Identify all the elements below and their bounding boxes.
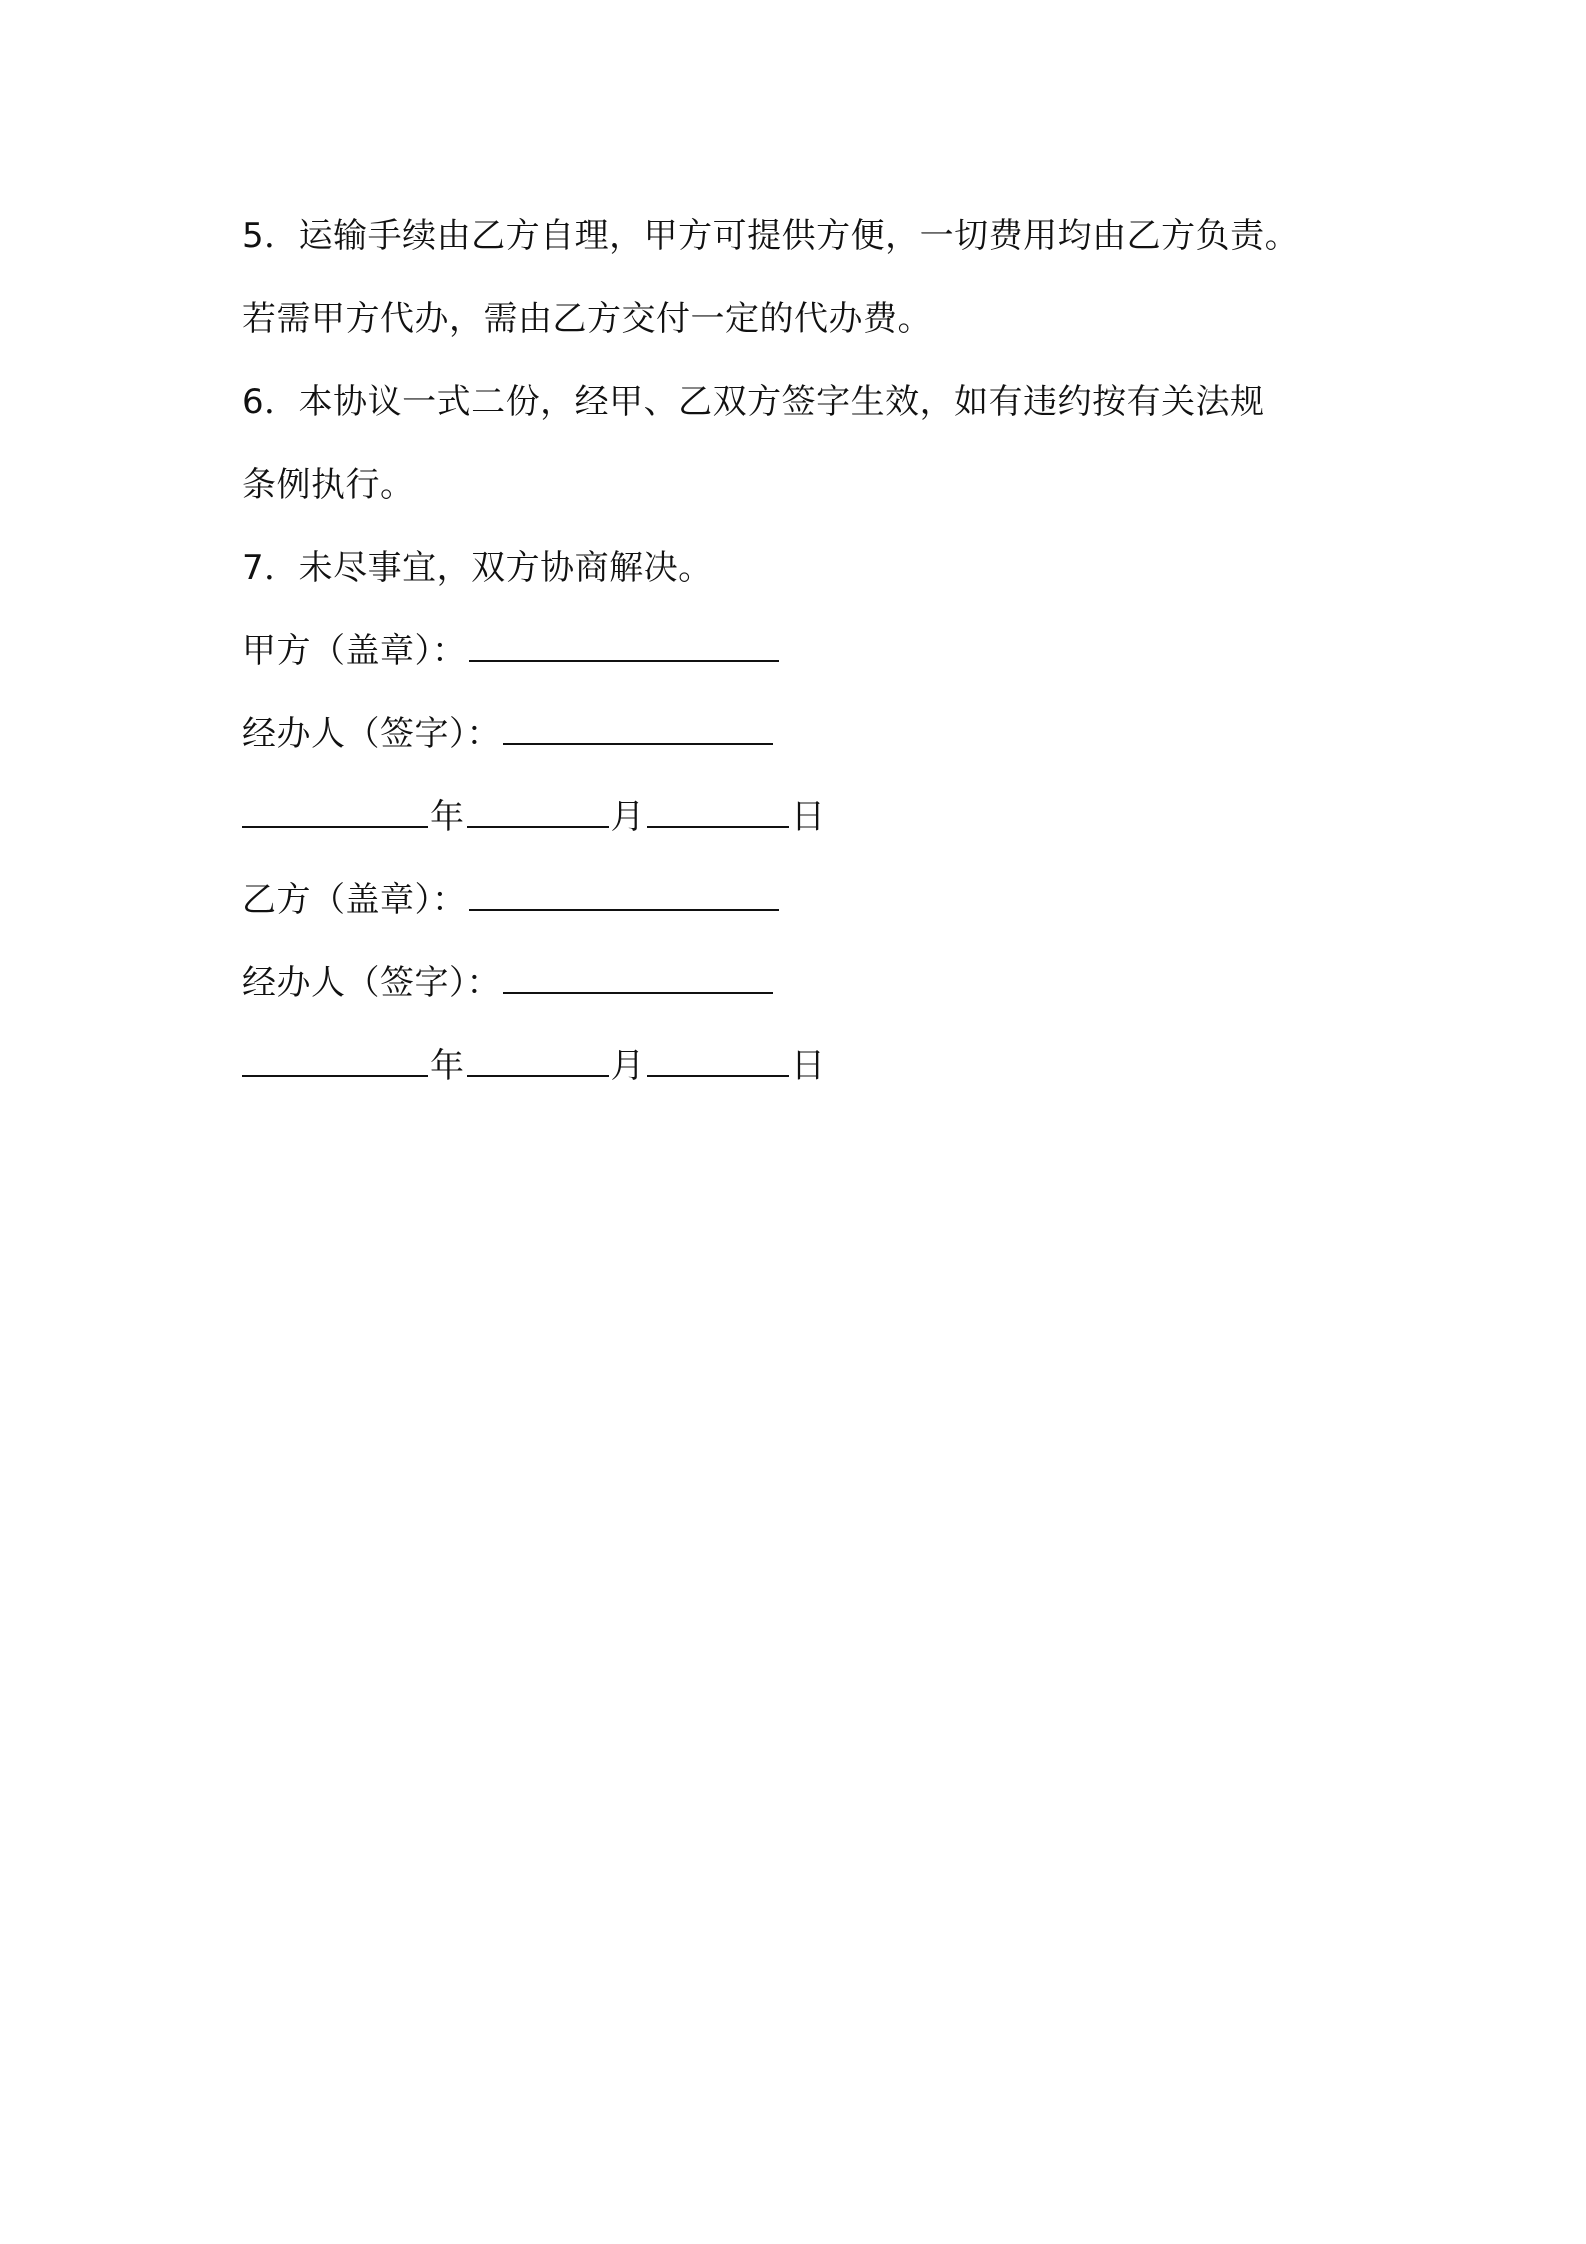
party-b-stamp-blank[interactable] — [469, 879, 779, 911]
day-label: 日 — [791, 797, 826, 837]
party-a-stamp-blank[interactable] — [469, 630, 779, 662]
party-a-month-blank[interactable] — [467, 796, 609, 828]
party-a-day-blank[interactable] — [647, 796, 789, 828]
party-b-stamp-row — [242, 859, 1392, 942]
party-a-stamp-row — [242, 610, 1392, 693]
party-b-year-blank[interactable] — [242, 1045, 428, 1077]
party-b-agent-label: 经办人（签字）： — [242, 963, 501, 1003]
party-b-month-blank[interactable] — [467, 1045, 609, 1077]
month-label: 月 — [610, 797, 645, 837]
party-b-date-row — [242, 1025, 1392, 1108]
clause-5-line-1: 5．运输手续由乙方自理，甲方可提供方便，一切费用均由乙方负责。 — [242, 216, 1300, 256]
party-b-agent-row — [242, 942, 1392, 1025]
party-a-year-blank[interactable] — [242, 796, 428, 828]
day-label: 日 — [791, 1046, 826, 1086]
party-b-stamp-label: 乙方（盖章）： — [242, 880, 467, 920]
party-a-agent-blank[interactable] — [503, 713, 773, 745]
party-a-agent-label: 经办人（签字）： — [242, 714, 501, 754]
party-b-day-blank[interactable] — [647, 1045, 789, 1077]
clause-5-line-2: 若需甲方代办，需由乙方交付一定的代办费。 — [242, 299, 932, 339]
clause-6-line-1: 6．本协议一式二份，经甲、乙双方签字生效，如有违约按有关法规 — [242, 382, 1265, 422]
clause-6-line-2: 条例执行。 — [242, 465, 415, 505]
party-b-agent-blank[interactable] — [503, 962, 773, 994]
month-label: 月 — [610, 1046, 645, 1086]
party-a-stamp-label: 甲方（盖章）： — [242, 631, 467, 671]
clause-7: 7．未尽事宜，双方协商解决。 — [242, 548, 713, 588]
party-a-date-row — [242, 776, 1392, 859]
agreement-body — [242, 195, 1392, 1108]
year-label: 年 — [430, 797, 465, 837]
year-label: 年 — [430, 1046, 465, 1086]
party-a-agent-row — [242, 693, 1392, 776]
